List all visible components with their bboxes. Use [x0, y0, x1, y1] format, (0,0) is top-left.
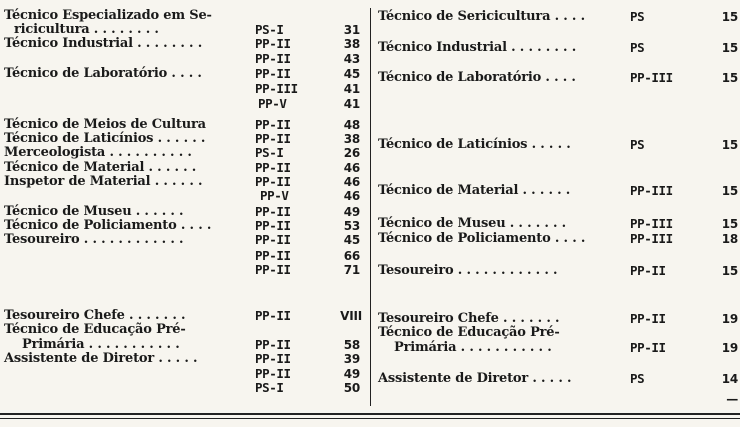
left-row-21-number: 39: [343, 352, 360, 366]
left-row-21-class: PP-II: [255, 351, 291, 366]
right-row-10-name: Primária . . . . . . . . . . .: [394, 340, 552, 355]
left-row-11-number: 46: [343, 175, 360, 189]
right-row-10-number: 19: [721, 341, 738, 355]
right-row-6-class: PP-III: [630, 231, 673, 246]
right-row-2-class: PP-III: [630, 70, 673, 85]
left-row-13-name: Técnico de Museu . . . . . .: [4, 204, 184, 219]
left-row-1-number: 31: [343, 23, 360, 37]
left-row-5-number: 41: [343, 82, 360, 96]
right-row-7-class: PP-II: [630, 263, 666, 278]
right-row-7-number: 15: [721, 264, 738, 278]
left-row-19-name: Técnico de Educação Pré-: [4, 322, 186, 337]
left-row-16-class: PP-II: [255, 248, 291, 263]
left-row-10-number: 46: [343, 161, 360, 175]
bottom-rule-thin: [0, 418, 740, 419]
right-row-1-class: PS: [630, 40, 645, 55]
left-row-14-name: Técnico de Policiamento . . . .: [4, 218, 212, 233]
right-row-5-number: 15: [721, 217, 738, 231]
right-row-8-number: 19: [721, 312, 738, 326]
left-row-9-class: PS-I: [255, 145, 284, 160]
left-row-18-name: Tesoureiro Chefe . . . . . . .: [4, 308, 186, 323]
left-row-3-class: PP-II: [255, 51, 291, 66]
right-row-0-class: PS: [630, 9, 645, 24]
left-row-4-number: 45: [343, 67, 360, 81]
column-divider: [370, 8, 371, 406]
left-row-1-class: PS-I: [255, 22, 284, 37]
left-row-22-number: 49: [343, 367, 360, 381]
left-row-14-class: PP-II: [255, 218, 291, 233]
right-row-7-name: Tesoureiro . . . . . . . . . . . .: [378, 263, 558, 278]
left-row-6-class: PP-V: [258, 96, 287, 111]
left-row-7-number: 48: [343, 118, 360, 132]
left-row-7-class: PP-II: [255, 117, 291, 132]
left-row-12-number: 46: [343, 189, 360, 203]
left-row-13-number: 49: [343, 205, 360, 219]
left-row-10-name: Técnico de Material . . . . . .: [4, 160, 197, 175]
left-row-4-class: PP-II: [255, 66, 291, 81]
right-row-3-class: PS: [630, 137, 645, 152]
right-row-1-name: Técnico Industrial . . . . . . . .: [378, 40, 577, 55]
left-row-21-name: Assistente de Diretor . . . . .: [4, 351, 198, 366]
right-row-11-name: Assistente de Diretor . . . . .: [378, 371, 572, 386]
right-row-9-name: Técnico de Educação Pré-: [378, 325, 560, 340]
right-row-3-number: 15: [721, 138, 738, 152]
left-row-18-class: PP-II: [255, 308, 291, 323]
left-row-10-class: PP-II: [255, 160, 291, 175]
right-row-8-name: Tesoureiro Chefe . . . . . . .: [378, 311, 560, 326]
right-row-11-class: PS: [630, 371, 645, 386]
left-row-23-class: PS-I: [255, 380, 284, 395]
right-row-3-name: Técnico de Laticínios . . . . .: [378, 137, 571, 152]
right-row-2-number: 15: [721, 71, 738, 85]
right-row-4-name: Técnico de Material . . . . . .: [378, 183, 571, 198]
left-row-11-class: PP-II: [255, 174, 291, 189]
left-row-12-class: PP-V: [260, 188, 289, 203]
left-row-15-number: 45: [343, 233, 360, 247]
left-row-6-number: 41: [343, 97, 360, 111]
left-row-1-name: ricicultura . . . . . . . .: [14, 22, 159, 37]
bottom-rule-thick: [0, 413, 740, 415]
left-row-22-class: PP-II: [255, 366, 291, 381]
left-row-9-name: Merceologista . . . . . . . . . .: [4, 145, 192, 160]
left-row-8-number: 38: [343, 132, 360, 146]
left-row-15-name: Tesoureiro . . . . . . . . . . . .: [4, 232, 184, 247]
right-row-10-class: PP-II: [630, 340, 666, 355]
right-row-0-name: Técnico de Sericicultura . . . .: [378, 9, 585, 24]
left-row-13-class: PP-II: [255, 204, 291, 219]
left-row-0-name: Técnico Especializado em Se-: [4, 8, 212, 23]
left-row-20-name: Primária . . . . . . . . . . .: [22, 337, 180, 352]
left-row-4-name: Técnico de Laboratório . . . .: [4, 66, 202, 81]
left-row-14-number: 53: [343, 219, 360, 233]
left-row-5-class: PP-III: [255, 81, 298, 96]
right-row-6-number: 18: [721, 232, 738, 246]
left-row-15-class: PP-II: [255, 232, 291, 247]
right-row-6-name: Técnico de Policiamento . . . .: [378, 231, 586, 246]
left-row-2-class: PP-II: [255, 36, 291, 51]
left-row-18-number: VIII: [340, 309, 362, 323]
right-row-5-name: Técnico de Museu . . . . . . .: [378, 216, 567, 231]
right-row-5-class: PP-III: [630, 216, 673, 231]
right-row-8-class: PP-II: [630, 311, 666, 326]
left-row-2-number: 38: [343, 37, 360, 51]
left-row-11-name: Inspetor de Material . . . . . .: [4, 174, 203, 189]
right-row-1-number: 15: [721, 41, 738, 55]
left-row-9-number: 26: [343, 146, 360, 160]
left-row-20-class: PP-II: [255, 337, 291, 352]
right-row-4-class: PP-III: [630, 183, 673, 198]
left-row-20-number: 58: [343, 338, 360, 352]
left-row-3-number: 43: [343, 52, 360, 66]
left-row-17-number: 71: [343, 263, 360, 277]
left-row-8-name: Técnico de Laticínios . . . . . .: [4, 131, 206, 146]
right-row-2-name: Técnico de Laboratório . . . .: [378, 70, 576, 85]
right-row-4-number: 15: [721, 184, 738, 198]
left-row-8-class: PP-II: [255, 131, 291, 146]
right-row-0-number: 15: [721, 10, 738, 24]
footer-dash: —: [726, 392, 738, 406]
left-row-23-number: 50: [343, 381, 360, 395]
left-row-17-class: PP-II: [255, 262, 291, 277]
right-row-11-number: 14: [721, 372, 738, 386]
left-row-2-name: Técnico Industrial . . . . . . . .: [4, 36, 203, 51]
left-row-7-name: Técnico de Meios de Cultura: [4, 117, 206, 132]
left-row-16-number: 66: [343, 249, 360, 263]
